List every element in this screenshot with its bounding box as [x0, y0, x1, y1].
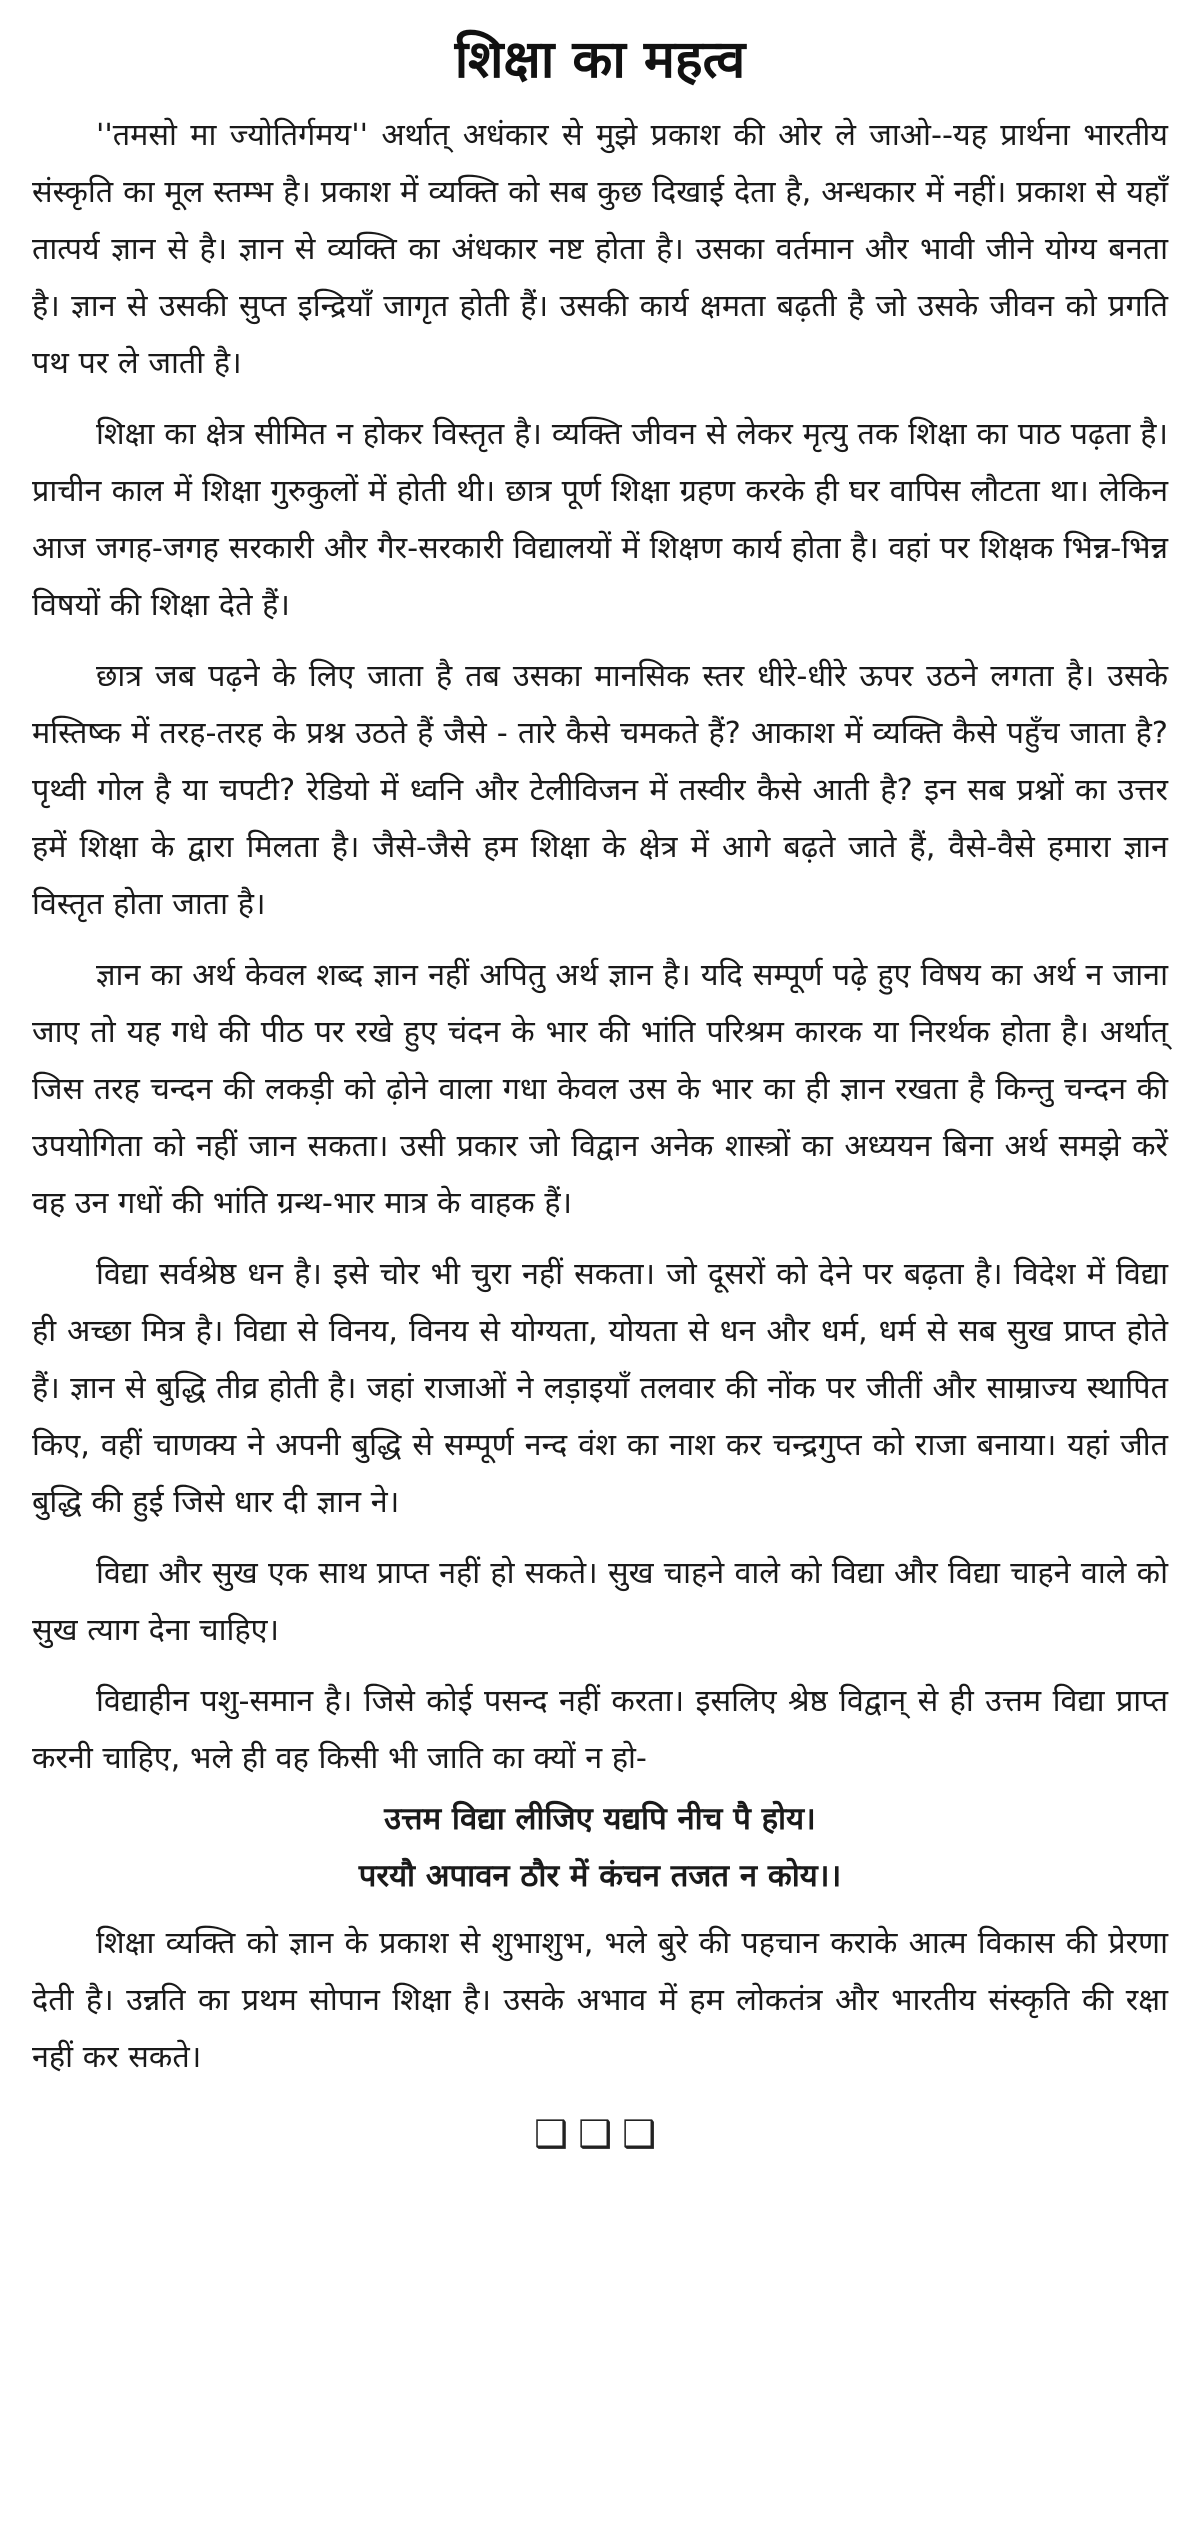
document-title: शिक्षा का महत्व: [454, 30, 746, 90]
couplet-line-2: परयौ अपावन ठौर में कंचन तजत न कोय।।: [358, 1858, 842, 1894]
paragraph-7: विद्याहीन पशु-समान है। जिसे कोई पसन्द नहीं करता। इसलिए श्रेष्ठ विद्वान् से ही उत्तम विद्या प्राप्त करनी चाहिए, भले ही वह किसी भी जाति का क्यों न हो-: [32, 1684, 1168, 1776]
closing-paragraph: शिक्षा व्यक्ति को ज्ञान के प्रकाश से शुभाशुभ, भले बुरे की पहचान कराके आत्म विकास की प्रेरणा देती है। उन्नति का प्रथम सोपान शिक्षा है। उसके अभाव में हम लोकतंत्र और भारतीय संस्कृति की रक्षा नहीं कर सकते।: [32, 1926, 1168, 2075]
document-page: [32, 28, 1168, 2156]
paragraph-2: शिक्षा का क्षेत्र सीमित न होकर विस्तृत है। व्यक्ति जीवन से लेकर मृत्यु तक शिक्षा का पाठ पढ़ता है। प्राचीन काल में शिक्षा गुरुकुलों में होती थी। छात्र पूर्ण शिक्षा ग्रहण करके ही घर वापिस लौटता था। लेकिन आज जगह-जगह सरकारी और गैर-सरकारी विद्यालयों में शिक्षण कार्य होता है। वहां पर शिक्षक भिन्न-भिन्न विषयों की शिक्षा देते हैं।: [32, 417, 1168, 623]
end-marks: ❑❑❑: [533, 2112, 667, 2156]
paragraph-6: विद्या और सुख एक साथ प्राप्त नहीं हो सकते। सुख चाहने वाले को विद्या और विद्या चाहने वाले को सुख त्याग देना चाहिए।: [32, 1556, 1168, 1648]
paragraph-3: छात्र जब पढ़ने के लिए जाता है तब उसका मानसिक स्तर धीरे-धीरे ऊपर उठने लगता है। उसके मस्तिष्क में तरह-तरह के प्रश्न उठते हैं जैसे - तारे कैसे चमकते हैं? आकाश में व्यक्ति कैसे पहुँच जाता है? पृथ्वी गोल है या चपटी? रेडियो में ध्वनि और टेलीविजन में तस्वीर कैसे आती है? इन सब प्रश्नों का उत्तर हमें शिक्षा के द्वारा मिलता है। जैसे-जैसे हम शिक्षा के क्षेत्र में आगे बढ़ते जाते हैं, वैसे-वैसे हमारा ज्ञान विस्तृत होता जाता है।: [32, 659, 1168, 922]
paragraph-1: ''तमसो मा ज्योतिर्गमय'' अर्थात् अधंकार से मुझे प्रकाश की ओर ले जाओ--यह प्रार्थना भारतीय संस्कृति का मूल स्तम्भ है। प्रकाश में व्यक्ति को सब कुछ दिखाई देता है, अन्धकार में नहीं। प्रकाश से यहाँ तात्पर्य ज्ञान से है। ज्ञान से व्यक्ति का अंधकार नष्ट होता है। उसका वर्तमान और भावी जीने योग्य बनता है। ज्ञान से उसकी सुप्त इन्द्रियाँ जागृत होती हैं। उसकी कार्य क्षमता बढ़ती है जो उसके जीवन को प्रगति पथ पर ले जाती है।: [32, 118, 1168, 381]
paragraph-5: विद्या सर्वश्रेष्ठ धन है। इसे चोर भी चुरा नहीं सकता। जो दूसरों को देने पर बढ़ता है। विदेश में विद्या ही अच्छा मित्र है। विद्या से विनय, विनय से योग्यता, योयता से धन और धर्म, धर्म से सब सुख प्राप्त होते हैं। ज्ञान से बुद्धि तीव्र होती है। जहां राजाओं ने लड़ाइयाँ तलवार की नोंक पर जीतीं और साम्राज्य स्थापित किए, वहीं चाणक्य ने अपनी बुद्धि से सम्पूर्ण नन्द वंश का नाश कर चन्द्रगुप्त को राजा बनाया। यहां जीत बुद्धि की हुई जिसे धार दी ज्ञान ने।: [32, 1257, 1168, 1520]
couplet-line-1: उत्तम विद्या लीजिए यद्यपि नीच पै होय।: [384, 1801, 816, 1837]
couplet: [32, 1791, 1168, 1905]
paragraph-4: ज्ञान का अर्थ केवल शब्द ज्ञान नहीं अपितु अर्थ ज्ञान है। यदि सम्पूर्ण पढ़े हुए विषय का अर्थ न जाना जाए तो यह गधे की पीठ पर रखे हुए चंदन के भार की भांति परिश्रम कारक या निरर्थक होता है। अर्थात् जिस तरह चन्दन की लकड़ी को ढ़ोने वाला गधा केवल उस के भार का ही ज्ञान रखता है किन्तु चन्दन की उपयोगिता को नहीं जान सकता। उसी प्रकार जो विद्वान अनेक शास्त्रों का अध्ययन बिना अर्थ समझे करें वह उन गधों की भांति ग्रन्थ-भार मात्र के वाहक हैं।: [32, 958, 1168, 1221]
